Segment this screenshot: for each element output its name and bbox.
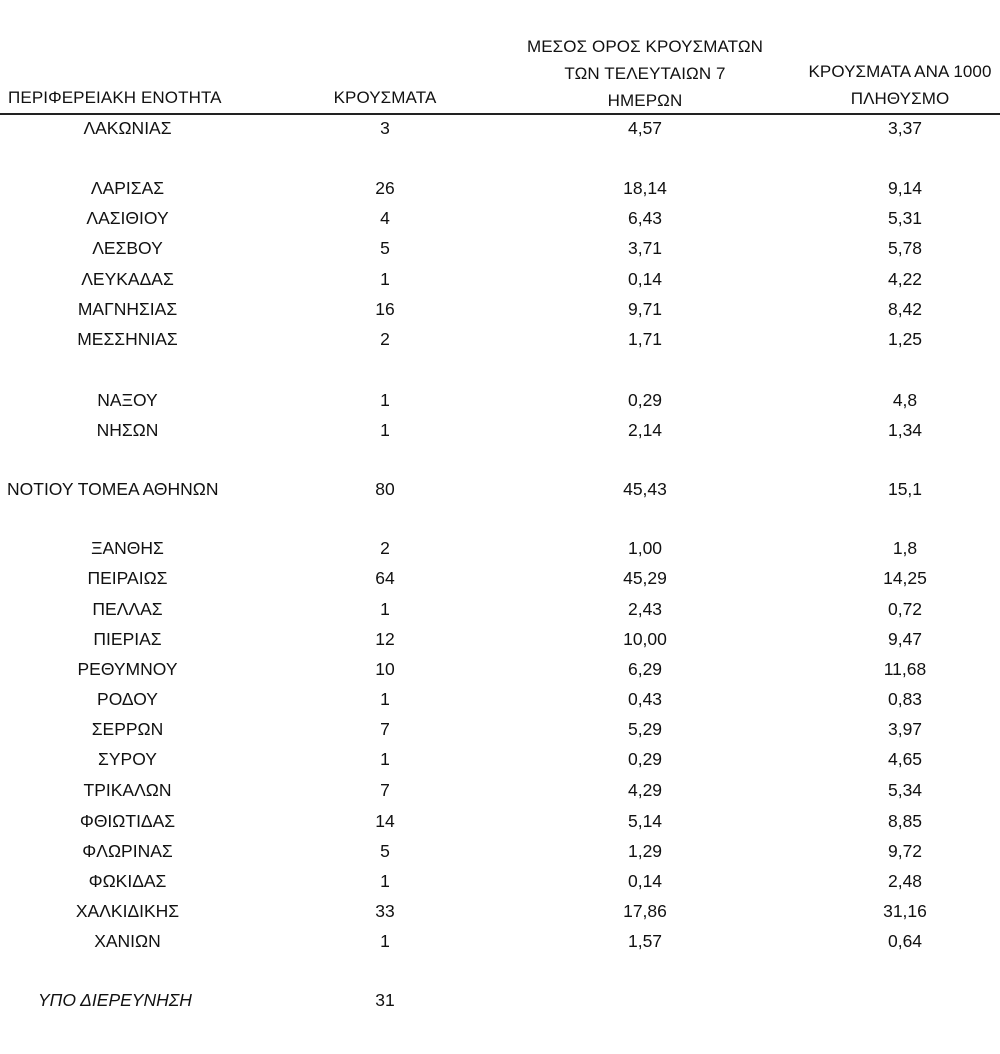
table-row xyxy=(0,324,1000,354)
per-1000-value: 1,25 xyxy=(887,329,923,349)
avg-value: 4,29 xyxy=(627,780,663,800)
region-name: ΛΕΣΒΟΥ xyxy=(92,238,163,258)
per-1000-value: 0,64 xyxy=(887,931,923,951)
pending-row xyxy=(0,985,1000,1015)
per-1000-value: 8,42 xyxy=(887,299,923,319)
avg-value: 0,14 xyxy=(627,269,663,289)
avg-value: 0,29 xyxy=(627,390,663,410)
table-row xyxy=(0,474,1000,504)
table-row xyxy=(0,533,1000,563)
per-1000-value: 2,48 xyxy=(887,871,923,891)
table-row xyxy=(0,415,1000,445)
per-1000-value: 9,14 xyxy=(887,178,923,198)
region-name: ΡΕΘΥΜΝΟΥ xyxy=(77,659,178,679)
avg-value: 45,43 xyxy=(623,479,667,499)
avg-value: 18,14 xyxy=(623,178,667,198)
cases-value: 1 xyxy=(380,931,390,951)
avg-value: 2,14 xyxy=(627,420,663,440)
cases-value: 1 xyxy=(380,871,390,891)
pending-label: ΥΠΟ ΔΙΕΡΕΥΝΗΣΗ xyxy=(38,990,192,1010)
header-region: ΠΕΡΙΦΕΡΕΙΑΚΗ ΕΝΟΤΗΤΑ xyxy=(8,88,222,107)
table-row xyxy=(0,896,1000,926)
table-row xyxy=(0,714,1000,744)
region-name: ΜΑΓΝΗΣΙΑΣ xyxy=(77,299,178,319)
header-avg-line-2: ΤΩΝ ΤΕΛΕΥΤΑΙΩΝ 7 xyxy=(564,64,726,83)
table-row xyxy=(0,113,1000,143)
header-seven-day-average xyxy=(510,33,780,114)
avg-value: 5,29 xyxy=(627,719,663,739)
per-1000-value: 15,1 xyxy=(887,479,923,499)
per-1000-value: 0,72 xyxy=(887,599,923,619)
per-1000-value: 5,34 xyxy=(887,780,923,800)
region-name: ΛΑΣΙΘΙΟΥ xyxy=(86,208,169,228)
cases-value: 1 xyxy=(380,689,390,709)
avg-value: 1,29 xyxy=(627,841,663,861)
cases-value: 7 xyxy=(380,780,390,800)
per-1000-value: 9,47 xyxy=(887,629,923,649)
cases-value: 16 xyxy=(375,299,395,319)
table-row xyxy=(0,624,1000,654)
pending-cases-value: 31 xyxy=(375,990,395,1010)
per-1000-value: 4,65 xyxy=(887,749,923,769)
table-row xyxy=(0,563,1000,593)
header-avg-line-1: ΜΕΣΟΣ ΟΡΟΣ ΚΡΟΥΣΜΑΤΩΝ xyxy=(526,37,764,56)
cases-value: 64 xyxy=(375,568,395,588)
header-cases: ΚΡΟΥΣΜΑΤΑ xyxy=(333,88,437,107)
region-name: ΡΟΔΟΥ xyxy=(97,689,158,709)
per-1000-value: 5,31 xyxy=(887,208,923,228)
table-row xyxy=(0,744,1000,774)
avg-value: 10,00 xyxy=(623,629,667,649)
region-name: ΠΕΙΡΑΙΩΣ xyxy=(87,568,168,588)
cases-value: 5 xyxy=(380,238,390,258)
table-row xyxy=(0,775,1000,805)
avg-value: 17,86 xyxy=(623,901,667,921)
per-1000-value: 0,83 xyxy=(887,689,923,709)
per-1000-value: 4,22 xyxy=(887,269,923,289)
region-name: ΛΕΥΚΑΔΑΣ xyxy=(81,269,174,289)
region-name: ΝΗΣΩΝ xyxy=(96,420,159,440)
avg-value: 0,29 xyxy=(627,749,663,769)
cases-value: 3 xyxy=(380,118,390,138)
table-row xyxy=(0,594,1000,624)
table-row xyxy=(0,233,1000,263)
cases-value: 10 xyxy=(375,659,395,679)
cases-value: 33 xyxy=(375,901,395,921)
avg-value: 1,71 xyxy=(627,329,663,349)
table-row xyxy=(0,926,1000,956)
region-name: ΤΡΙΚΑΛΩΝ xyxy=(83,780,172,800)
region-name: ΦΛΩΡΙΝΑΣ xyxy=(82,841,173,861)
cases-value: 14 xyxy=(375,811,395,831)
region-name: ΝΟΤΙΟΥ ΤΟΜΕΑ ΑΘΗΝΩΝ xyxy=(7,479,219,499)
avg-value: 1,00 xyxy=(627,538,663,558)
per-1000-value: 5,78 xyxy=(887,238,923,258)
header-cases-per-1000 xyxy=(770,58,1000,112)
avg-value: 0,43 xyxy=(627,689,663,709)
region-name: ΛΑΡΙΣΑΣ xyxy=(90,178,165,198)
region-name: ΦΩΚΙΔΑΣ xyxy=(88,871,167,891)
cases-value: 2 xyxy=(380,538,390,558)
region-name: ΣΕΡΡΩΝ xyxy=(91,719,164,739)
avg-value: 1,57 xyxy=(627,931,663,951)
region-name: ΠΕΛΛΑΣ xyxy=(92,599,163,619)
avg-value: 3,71 xyxy=(627,238,663,258)
table-row xyxy=(0,866,1000,896)
avg-value: 45,29 xyxy=(623,568,667,588)
per-1000-value: 4,8 xyxy=(892,390,918,410)
header-avg-line-3: ΗΜΕΡΩΝ xyxy=(607,91,683,110)
table-row xyxy=(0,294,1000,324)
table-row xyxy=(0,836,1000,866)
cases-value: 5 xyxy=(380,841,390,861)
cases-value: 7 xyxy=(380,719,390,739)
cases-value: 26 xyxy=(375,178,395,198)
table-row xyxy=(0,806,1000,836)
table-row xyxy=(0,654,1000,684)
per-1000-value: 1,34 xyxy=(887,420,923,440)
avg-value: 9,71 xyxy=(627,299,663,319)
per-1000-value: 8,85 xyxy=(887,811,923,831)
avg-value: 4,57 xyxy=(627,118,663,138)
avg-value: 2,43 xyxy=(627,599,663,619)
avg-value: 0,14 xyxy=(627,871,663,891)
cases-value: 1 xyxy=(380,599,390,619)
table-row xyxy=(0,173,1000,203)
cases-value: 12 xyxy=(375,629,395,649)
per-1000-value: 9,72 xyxy=(887,841,923,861)
table-row xyxy=(0,684,1000,714)
per-1000-value: 11,68 xyxy=(883,659,927,679)
region-name: ΦΘΙΩΤΙΔΑΣ xyxy=(79,811,176,831)
cases-value: 1 xyxy=(380,749,390,769)
region-name: ΝΑΞΟΥ xyxy=(97,390,158,410)
per-1000-value: 14,25 xyxy=(883,568,927,588)
cases-value: 1 xyxy=(380,420,390,440)
avg-value: 6,43 xyxy=(627,208,663,228)
table-row xyxy=(0,264,1000,294)
table-row xyxy=(0,385,1000,415)
region-name: ΣΥΡΟΥ xyxy=(98,749,157,769)
header-per-line-1: ΚΡΟΥΣΜΑΤΑ ΑΝΑ 1000 xyxy=(808,62,992,81)
region-name: ΞΑΝΘΗΣ xyxy=(91,538,164,558)
cases-value: 1 xyxy=(380,269,390,289)
avg-value: 6,29 xyxy=(627,659,663,679)
region-name: ΜΕΣΣΗΝΙΑΣ xyxy=(77,329,178,349)
region-name: ΧΑΝΙΩΝ xyxy=(94,931,161,951)
per-1000-value: 1,8 xyxy=(892,538,918,558)
per-1000-value: 3,97 xyxy=(887,719,923,739)
cases-value: 80 xyxy=(375,479,395,499)
per-1000-value: 3,37 xyxy=(887,118,923,138)
header-per-line-2: ΠΛΗΘΥΣΜΟ xyxy=(850,89,950,108)
avg-value: 5,14 xyxy=(627,811,663,831)
region-name: ΛΑΚΩΝΙΑΣ xyxy=(83,118,172,138)
region-name: ΧΑΛΚΙΔΙΚΗΣ xyxy=(75,901,180,921)
table-row xyxy=(0,203,1000,233)
cases-value: 4 xyxy=(380,208,390,228)
cases-value: 1 xyxy=(380,390,390,410)
per-1000-value: 31,16 xyxy=(883,901,927,921)
cases-value: 2 xyxy=(380,329,390,349)
region-name: ΠΙΕΡΙΑΣ xyxy=(93,629,162,649)
